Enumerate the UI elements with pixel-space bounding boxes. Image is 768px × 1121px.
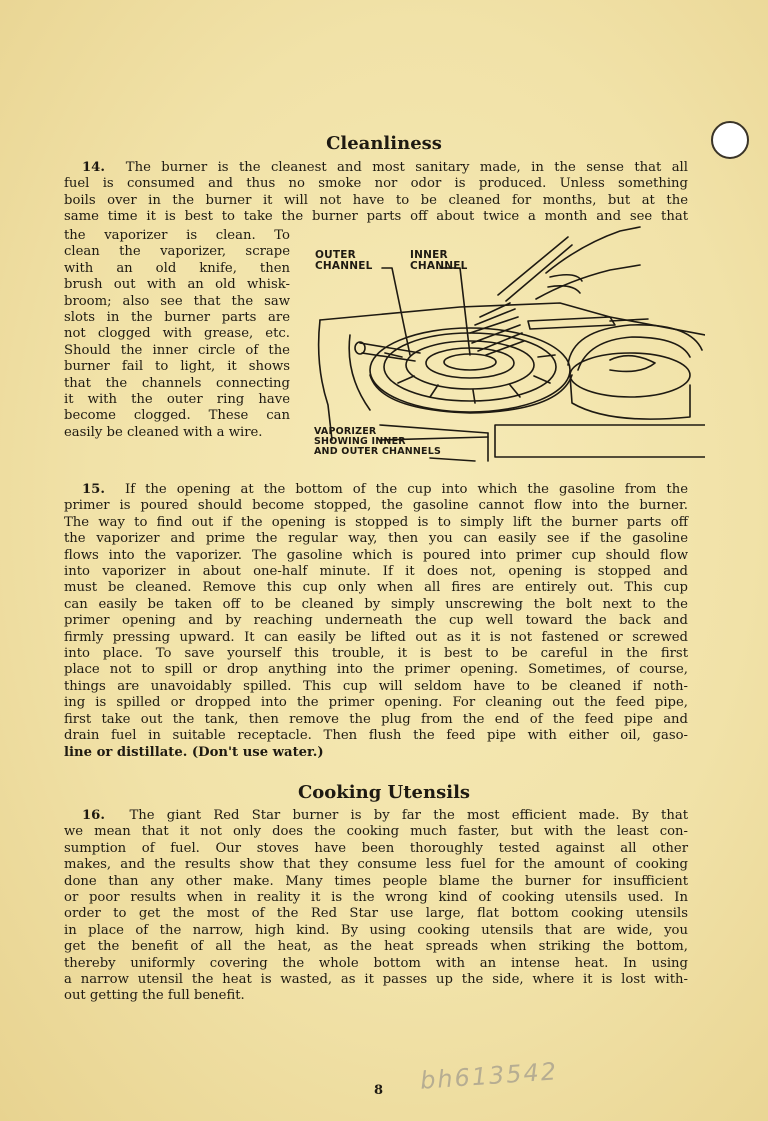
column-line: slots in the burner parts are — [64, 310, 290, 326]
paragraph-15-line: The way to find out if the opening is stopped is to simply lift the burner parts off — [64, 514, 688, 530]
label-inner-channel: INNER CHANNEL — [410, 249, 468, 272]
paragraph-16-line: order to get the most of the Red Star use large, flat bottom cooking utensils — [64, 906, 688, 922]
column-line: the vaporizer is clean. To — [64, 228, 290, 243]
paragraph-14-line-4: same time it is best to take the burner parts off about twice a month and see that — [64, 209, 688, 225]
paragraph-15-line: primer opening and by reaching underneath the cup well toward the back and — [64, 613, 688, 629]
paragraph-15-line: first take out the tank, then remove the plug from the end of the feed pipe and — [64, 711, 688, 727]
paragraph-14 — [64, 160, 688, 226]
paragraph-15 — [64, 482, 688, 761]
paragraph-16-line: we mean that it not only does the cooking much faster, but with the least con- — [64, 824, 688, 840]
column-line: Should the inner circle of the — [64, 342, 290, 358]
paragraph-16-line: in place of the narrow, high kind. By using cooking utensils that are wide, you — [64, 922, 688, 938]
paragraph-15-line-1: 15. If the opening at the bottom of the cup into which the gasoline from the — [82, 482, 688, 497]
paragraph-16-last-line: out getting the full benefit. — [64, 988, 245, 1004]
paragraph-15-line: things are unavoidably spilled. This cup will seldom have to be cleaned if noth- — [64, 678, 688, 694]
pencil-catalog-note: bh613542 — [419, 1057, 559, 1095]
label-vaporizer: VAPORIZER SHOWING INNER AND OUTER CHANNELS — [314, 426, 442, 457]
column-line: easily be cleaned with a wire. — [64, 424, 263, 440]
paragraph-14-line-2: fuel is consumed and thus no smoke nor odor is produced. Unless something — [64, 176, 688, 192]
paragraph-16-line: a narrow utensil the heat is wasted, as it passes up the side, where it is lost with- — [64, 972, 688, 988]
paragraph-15-last-line: line or distillate. (Don't use water.) — [64, 744, 324, 760]
column-line: clean the vaporizer, scrape — [64, 244, 290, 260]
paragraph-16-line: get the benefit of all the heat, as the heat spreads when striking the bottom, — [64, 939, 688, 955]
paragraph-number: 16. — [82, 808, 105, 823]
page-number: 8 — [374, 1083, 384, 1098]
paragraph-15-line: into place. To save yourself this trouble, it is best to be careful in the first — [64, 646, 688, 662]
paragraph-14-column — [64, 228, 290, 441]
paragraph-14-line-3: boils over in the burner it will not have to be cleaned for months, but at the — [64, 192, 688, 208]
column-line: it with the outer ring have — [64, 392, 290, 408]
column-line: broom; also see that the saw — [64, 293, 290, 309]
paragraph-15-line: firmly pressing upward. It can easily be lifted out as it is not fastened or screwed — [64, 629, 688, 645]
column-line: burner fail to light, it shows — [64, 359, 290, 375]
paragraph-15-line: primer is poured should become stopped, the gasoline cannot flow into the burner. — [64, 498, 688, 514]
paragraph-15-line: drain fuel in suitable receptacle. Then flush the feed pipe with either oil, gaso- — [64, 728, 688, 744]
burner-illustration — [310, 225, 705, 465]
paragraph-number: 15. — [82, 482, 105, 497]
section-heading-cleanliness: Cleanliness — [326, 133, 442, 154]
paragraph-16 — [64, 808, 688, 1005]
paragraph-15-line: can easily be taken off to be cleaned by simply unscrewing the bolt next to the — [64, 596, 688, 612]
paragraph-14-line-1: 14. The burner is the cleanest and most sanitary made, in the sense that all — [82, 160, 688, 175]
paragraph-16-line: makes, and the results show that they consume less fuel for the amount of cooking — [64, 857, 688, 873]
paragraph-15-line: place not to spill or drop anything into the primer opening. Sometimes, of course, — [64, 662, 688, 678]
paragraph-16-line: or poor results when in reality it is the wrong kind of cooking utensils used. In — [64, 890, 688, 906]
paragraph-15-line: must be cleaned. Remove this cup only when all fires are entirely out. This cup — [64, 580, 688, 596]
paragraph-15-line: ing is spilled or dropped into the primer opening. For cleaning out the feed pipe, — [64, 695, 688, 711]
paragraph-15-line: the vaporizer and prime the regular way, then you can easily see if the gasoline — [64, 531, 688, 547]
column-line: become clogged. These can — [64, 408, 290, 424]
paragraph-15-line: into vaporizer in about one-half minute. If it does not, opening is stopped and — [64, 564, 688, 580]
section-heading-cooking-utensils: Cooking Utensils — [297, 782, 471, 803]
column-line: brush out with an old whisk- — [64, 277, 290, 293]
label-outer-channel: OUTER CHANNEL — [315, 249, 373, 272]
column-line: that the channels connecting — [64, 375, 290, 391]
paragraph-number: 14. — [82, 160, 105, 175]
paragraph-16-line: sumption of fuel. Our stoves have been thoroughly tested against all other — [64, 840, 688, 856]
paragraph-16-line-1: 16. The giant Red Star burner is by far the most efficient made. By that — [82, 808, 688, 823]
column-line: not clogged with grease, etc. — [64, 326, 290, 342]
paragraph-16-line: done than any other make. Many times people blame the burner for insufficient — [64, 873, 688, 889]
paragraph-16-line: thereby uniformly covering the whole bottom with an intense heat. In using — [64, 955, 688, 971]
paragraph-15-line: flows into the vaporizer. The gasoline which is poured into primer cup should flow — [64, 547, 688, 563]
column-line: with an old knife, then — [64, 260, 290, 276]
